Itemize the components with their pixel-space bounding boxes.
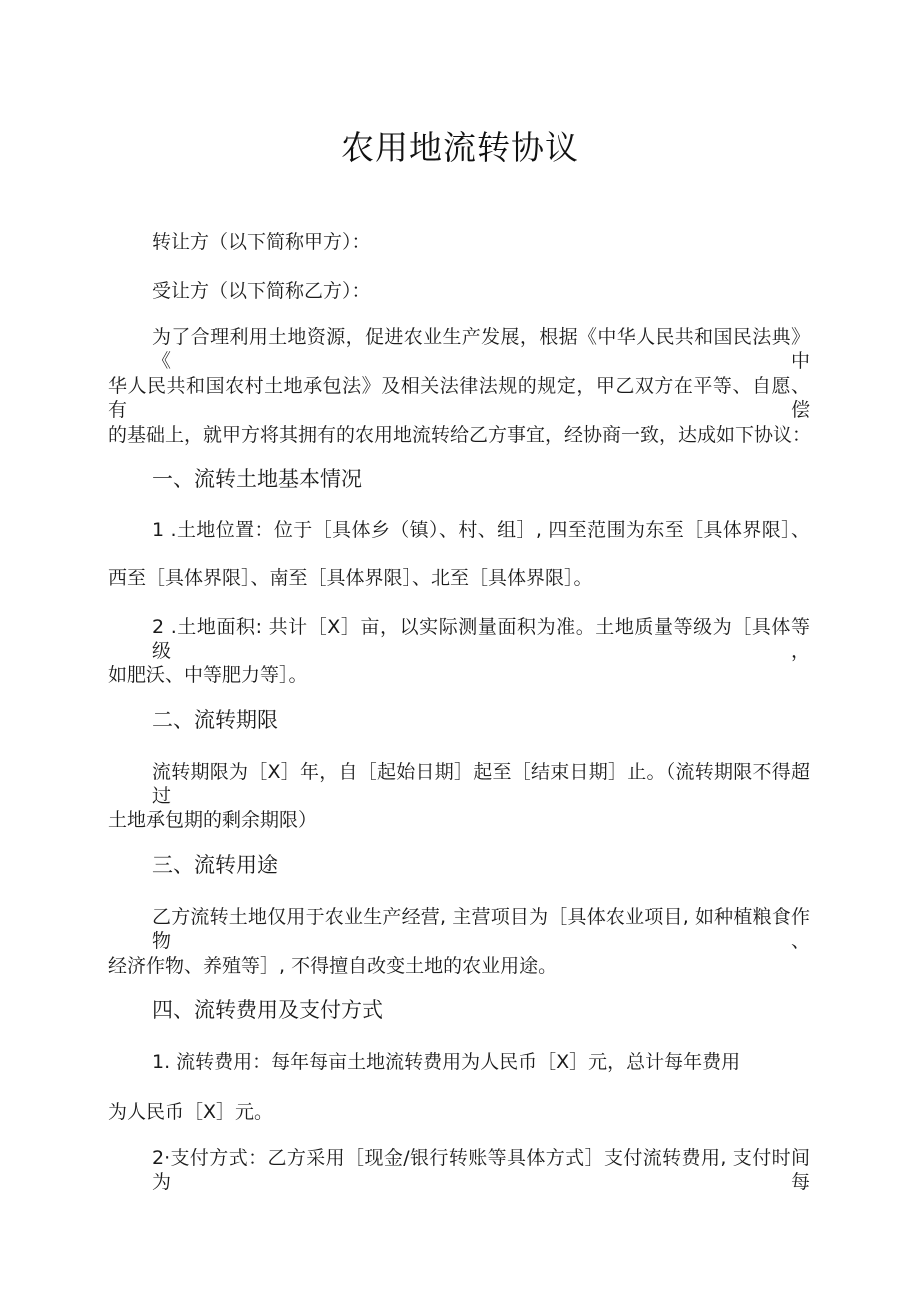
section-3-heading: 三、流转用途 — [152, 853, 278, 877]
intro-paragraph-line-2: 华人民共和国农村土地承包法》及相关法律法规的规定，甲乙双方在平等、自愿、有偿 — [108, 375, 810, 421]
section-4-item-2-line-1: 2·支付方式：乙方采用［现金/银行转账等具体方式］支付流转费用, 支付时间为每 — [152, 1147, 810, 1193]
section-2-heading: 二、流转期限 — [152, 708, 278, 732]
intro-paragraph-line-1: 为了合理利用土地资源，促进农业生产发展，根据《中华人民共和国民法典》《中 — [152, 326, 810, 372]
section-4-item-1-line-2: 为人民币［X］元。 — [108, 1101, 274, 1123]
section-1-item-1-line-2: 西至［具体界限］、南至［具体界限］、北至［具体界限］。 — [108, 567, 593, 589]
section-4-item-1-line-1: 1. 流转费用：每年每亩土地流转费用为人民币［X］元，总计每年费用 — [152, 1051, 741, 1073]
document-title: 农用地流转协议 — [341, 128, 579, 167]
section-4-heading: 四、流转费用及支付方式 — [152, 998, 383, 1022]
section-1-item-1-line-1: 1 .土地位置：位于［具体乡（镇）、村、组］, 四至范围为东至［具体界限］、 — [152, 519, 810, 541]
section-3-text-line-2: 经济作物、养殖等］, 不得擅自改变土地的农业用途。 — [108, 955, 558, 977]
section-2-text-line-1: 流转期限为［X］年，自［起始日期］起至［结束日期］止。（流转期限不得超过 — [152, 761, 810, 807]
section-3-text-line-1: 乙方流转土地仅用于农业生产经营, 主营项目为［具体农业项目, 如种植粮食作物、 — [152, 906, 810, 952]
section-1-item-2-line-2: 如肥沃、中等肥力等］。 — [108, 664, 308, 686]
transferee-line: 受让方（以下简称乙方）： — [152, 280, 371, 302]
transferor-line: 转让方（以下简称甲方）： — [152, 231, 371, 253]
section-1-heading: 一、流转土地基本情况 — [152, 467, 362, 491]
intro-paragraph-line-3: 的基础上，就甲方将其拥有的农用地流转给乙方事宜，经协商一致，达成如下协议： — [108, 424, 812, 446]
section-2-text-line-2: 土地承包期的剩余期限） — [108, 809, 318, 831]
section-1-item-2-line-1: 2 .土地面积: 共计［X］亩，以实际测量面积为准。土地质量等级为［具体等级， — [152, 616, 810, 662]
